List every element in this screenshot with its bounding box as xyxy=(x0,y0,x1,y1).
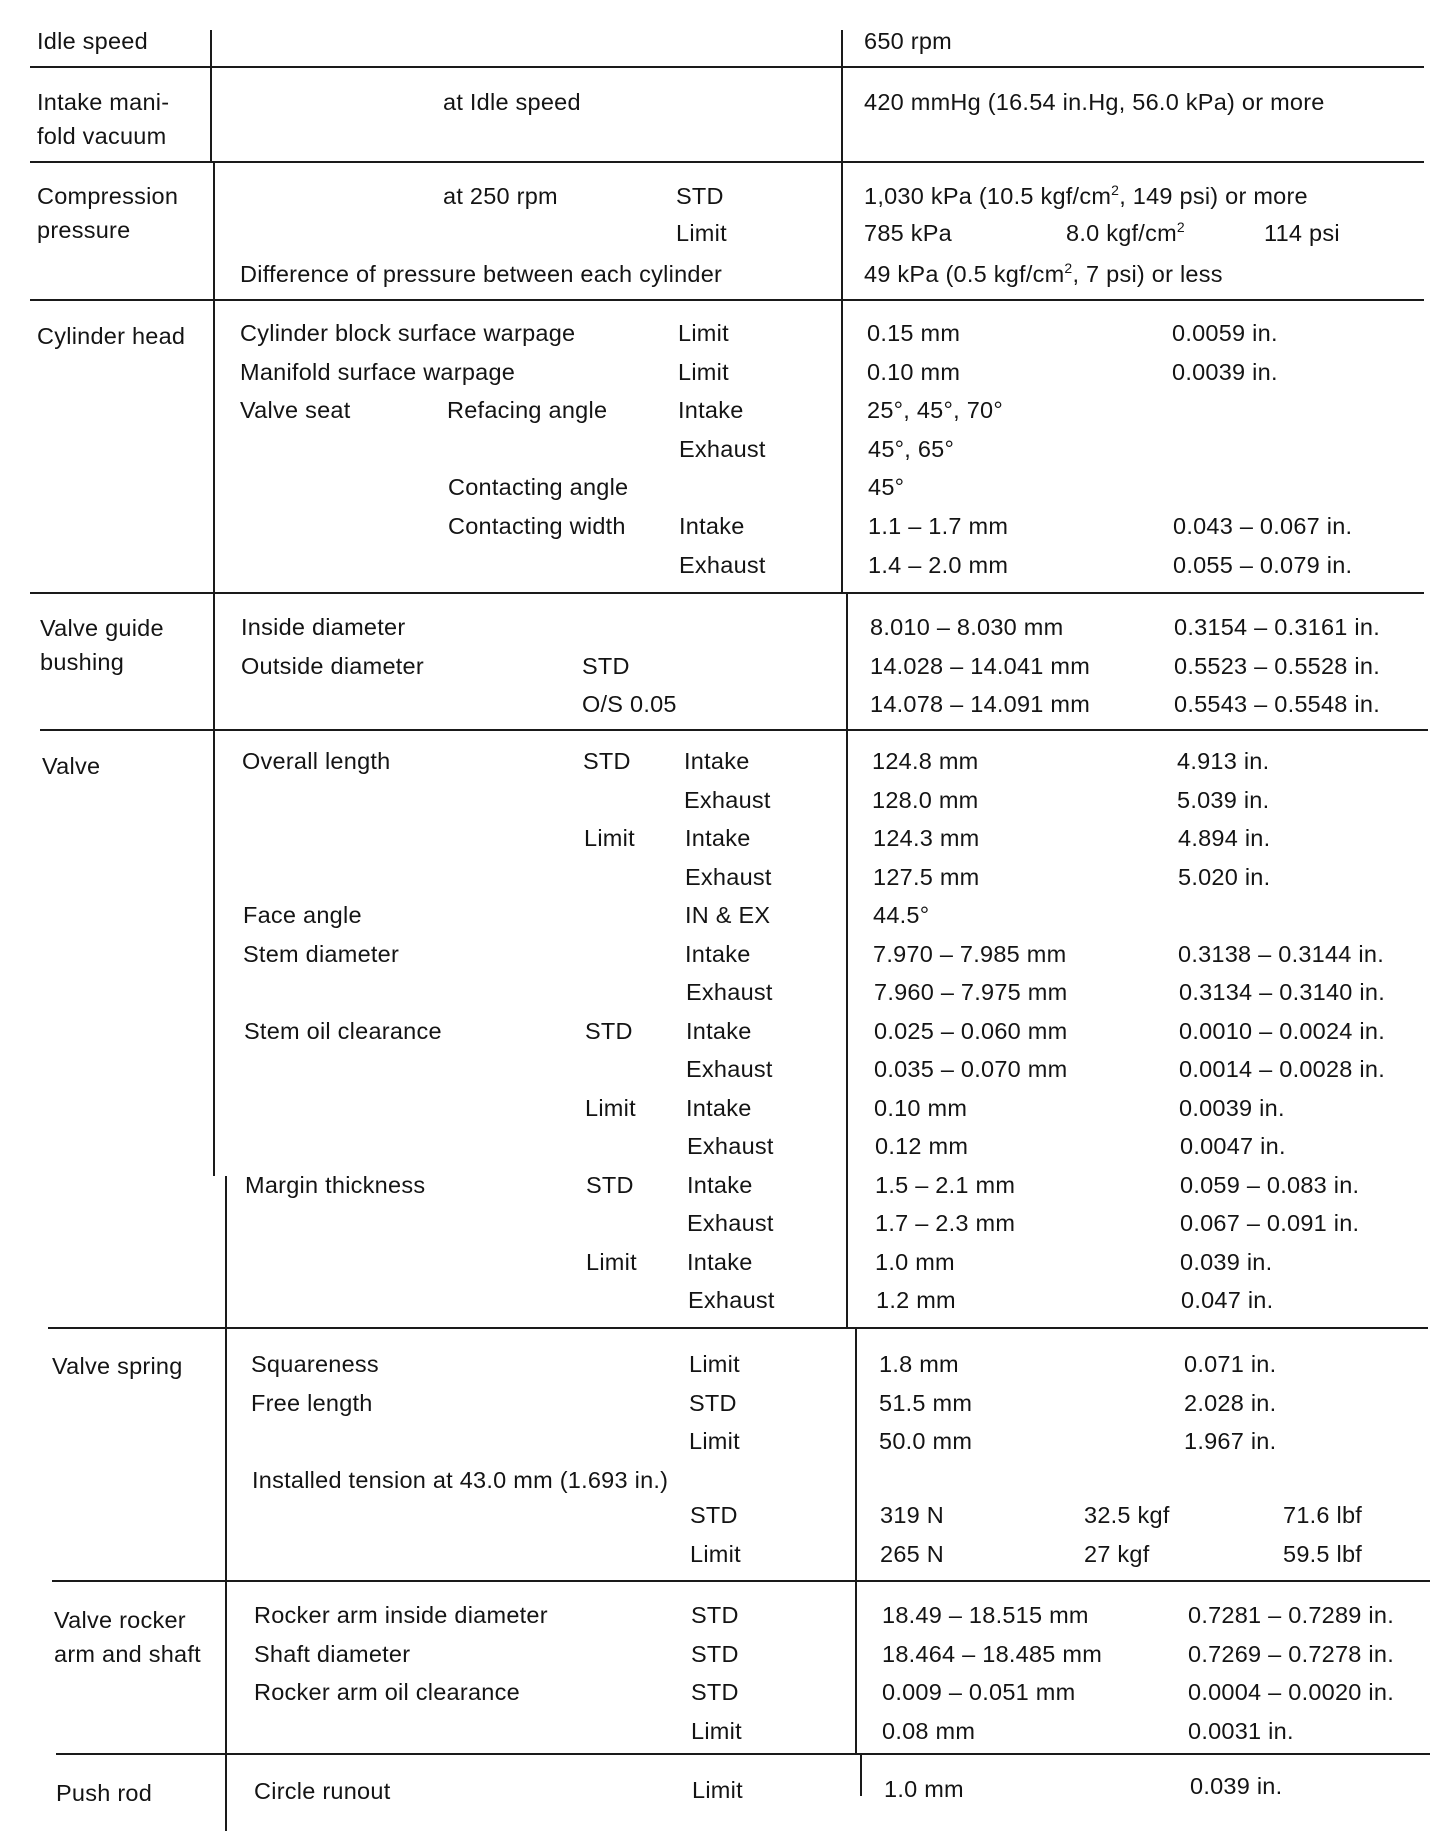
tension-kgf: 32.5 kgf xyxy=(1084,1502,1170,1528)
rule-after-idle xyxy=(30,66,1424,68)
spec-qualifier: Intake xyxy=(679,513,745,539)
vacuum-label-2: fold vacuum xyxy=(37,123,167,149)
push-rod-in: 0.039 in. xyxy=(1190,1773,1283,1799)
spec-item: Shaft diameter xyxy=(254,1641,411,1667)
spec-value-inch: 5.039 in. xyxy=(1177,787,1270,813)
spec-subqualifier: Intake xyxy=(687,1172,753,1198)
spec-value-metric: 1.8 mm xyxy=(879,1351,959,1377)
compression-std-label: STD xyxy=(676,183,724,209)
compression-std-value xyxy=(864,182,1308,210)
spec-value-metric: 0.009 – 0.051 mm xyxy=(882,1679,1076,1705)
rule-after-cylinder-head xyxy=(30,592,1424,594)
spec-value-inch: 0.0010 – 0.0024 in. xyxy=(1179,1018,1385,1044)
col-divider-left xyxy=(213,161,215,1176)
superscript: 2 xyxy=(1176,219,1185,235)
compression-limit-label: Limit xyxy=(676,220,727,246)
spec-subqualifier: Exhaust xyxy=(685,864,772,890)
tension-lbf: 71.6 lbf xyxy=(1283,1502,1363,1528)
spec-qualifier: Limit xyxy=(690,1541,741,1567)
spec-value-metric: 7.960 – 7.975 mm xyxy=(874,979,1068,1005)
spec-subqualifier: Intake xyxy=(684,748,750,774)
spec-item: Outside diameter xyxy=(241,653,424,679)
spec-value-inch: 0.0004 – 0.0020 in. xyxy=(1188,1679,1394,1705)
rule-after-spring xyxy=(52,1580,1430,1582)
spec-subitem: Contacting angle xyxy=(448,474,629,500)
spec-value-metric: 1.4 – 2.0 mm xyxy=(868,552,1009,578)
spec-qualifier: Limit xyxy=(678,359,729,385)
spec-value-metric: 45°, 65° xyxy=(868,436,955,462)
spec-value-inch: 4.913 in. xyxy=(1177,748,1270,774)
spec-value-inch: 5.020 in. xyxy=(1178,864,1271,890)
col-divider-right xyxy=(860,1753,862,1796)
spec-value-metric: 0.12 mm xyxy=(875,1133,969,1159)
compression-diff-value xyxy=(864,260,1223,288)
spec-value-metric: 0.08 mm xyxy=(882,1718,976,1744)
spec-value-inch: 0.0014 – 0.0028 in. xyxy=(1179,1056,1385,1082)
spec-subqualifier: Intake xyxy=(687,1249,753,1275)
spec-value-inch: 0.7269 – 0.7278 in. xyxy=(1188,1641,1394,1667)
cylinder-head-label: Cylinder head xyxy=(37,323,186,349)
spec-value-inch: 0.5523 – 0.5528 in. xyxy=(1174,653,1380,679)
spec-value-inch: 0.5543 – 0.5548 in. xyxy=(1174,691,1380,717)
rule-after-compression xyxy=(30,299,1424,301)
tension-kgf: 27 kgf xyxy=(1084,1541,1150,1567)
spec-qualifier: Exhaust xyxy=(679,552,766,578)
spec-value-metric: 45° xyxy=(868,474,905,500)
compression-std-value-b: , 149 psi) or more xyxy=(1119,183,1308,209)
spec-item: Overall length xyxy=(242,748,391,774)
tension-newton: 265 N xyxy=(880,1541,944,1567)
spec-value-inch: 4.894 in. xyxy=(1178,825,1271,851)
spec-qualifier: STD xyxy=(691,1641,739,1667)
rule-after-rocker xyxy=(56,1753,1430,1755)
superscript: 2 xyxy=(1064,260,1073,276)
spec-value-metric: 124.8 mm xyxy=(872,748,979,774)
spec-value-metric: 8.010 – 8.030 mm xyxy=(870,614,1064,640)
spec-subqualifier: Exhaust xyxy=(684,787,771,813)
spec-value-inch: 0.055 – 0.079 in. xyxy=(1173,552,1353,578)
spec-qualifier: STD xyxy=(689,1390,737,1416)
col-divider-left xyxy=(210,30,212,161)
valve-label: Valve xyxy=(42,753,101,779)
compression-label-1: Compression xyxy=(37,183,179,209)
spec-value-metric: 128.0 mm xyxy=(872,787,979,813)
spec-qualifier: Limit xyxy=(689,1351,740,1377)
spec-item: Face angle xyxy=(243,902,362,928)
spec-subqualifier: IN & EX xyxy=(685,902,771,928)
spec-value-metric: 14.078 – 14.091 mm xyxy=(870,691,1091,717)
spec-value-inch: 0.3134 – 0.3140 in. xyxy=(1179,979,1385,1005)
rule-after-guide xyxy=(40,729,1428,731)
spec-qualifier: STD xyxy=(691,1602,739,1628)
spec-subqualifier: Intake xyxy=(686,1018,752,1044)
spec-subqualifier: Intake xyxy=(685,941,751,967)
spec-value-metric: 127.5 mm xyxy=(873,864,980,890)
spec-value-inch: 0.0031 in. xyxy=(1188,1718,1294,1744)
spec-value-inch: 0.043 – 0.067 in. xyxy=(1173,513,1353,539)
spec-item: Margin thickness xyxy=(245,1172,426,1198)
compression-condition: at 250 rpm xyxy=(443,183,558,209)
spec-value-metric: 0.10 mm xyxy=(874,1095,968,1121)
tension-newton: 319 N xyxy=(880,1502,944,1528)
compression-label-2: pressure xyxy=(37,217,131,243)
spec-value-metric: 25°, 45°, 70° xyxy=(867,397,1003,423)
spec-qualifier: STD xyxy=(691,1679,739,1705)
spec-value-metric: 0.025 – 0.060 mm xyxy=(874,1018,1068,1044)
spec-value-inch: 0.047 in. xyxy=(1181,1287,1274,1313)
spec-value-inch: 0.059 – 0.083 in. xyxy=(1180,1172,1360,1198)
valve-guide-label-1: Valve guide xyxy=(40,615,164,641)
compression-diff-value-a: 49 kPa (0.5 kgf/cm xyxy=(864,261,1065,287)
spec-value-inch: 1.967 in. xyxy=(1184,1428,1277,1454)
spec-qualifier: Exhaust xyxy=(679,436,766,462)
vacuum-value: 420 mmHg (16.54 in.Hg, 56.0 kPa) or more xyxy=(864,89,1325,115)
spec-item: Inside diameter xyxy=(241,614,406,640)
spec-qualifier: Intake xyxy=(678,397,744,423)
spec-value-metric: 1.0 mm xyxy=(875,1249,955,1275)
spec-qualifier: STD xyxy=(690,1502,738,1528)
spec-item: Cylinder block surface warpage xyxy=(240,320,576,346)
spec-value-metric: 7.970 – 7.985 mm xyxy=(873,941,1067,967)
spec-qualifier: Limit xyxy=(678,320,729,346)
compression-limit-psi: 114 psi xyxy=(1264,220,1340,246)
spec-value-inch: 2.028 in. xyxy=(1184,1390,1277,1416)
compression-limit-kgf-text: 8.0 kgf/cm xyxy=(1066,220,1177,246)
col-divider-right xyxy=(846,592,848,1327)
spec-value-metric: 50.0 mm xyxy=(879,1428,973,1454)
compression-limit-kpa: 785 kPa xyxy=(864,220,952,246)
spec-value-metric: 1.7 – 2.3 mm xyxy=(875,1210,1016,1236)
spec-qualifier: STD xyxy=(586,1172,634,1198)
spec-value-metric: 0.15 mm xyxy=(867,320,961,346)
spec-subqualifier: Exhaust xyxy=(687,1210,774,1236)
spec-qualifier: STD xyxy=(583,748,631,774)
rocker-label-1: Valve rocker xyxy=(54,1607,186,1633)
push-rod-limit: Limit xyxy=(692,1777,743,1803)
col-divider-right xyxy=(855,1327,857,1753)
rule-after-valve xyxy=(48,1327,1428,1329)
spec-qualifier: Limit xyxy=(689,1428,740,1454)
spec-qualifier: Limit xyxy=(691,1718,742,1744)
spec-value-inch: 0.0039 in. xyxy=(1179,1095,1285,1121)
spec-item: Rocker arm inside diameter xyxy=(254,1602,548,1628)
valve-spring-label: Valve spring xyxy=(52,1353,183,1379)
spec-item: Squareness xyxy=(251,1351,379,1377)
spec-value-metric: 1.5 – 2.1 mm xyxy=(875,1172,1016,1198)
tension-lbf: 59.5 lbf xyxy=(1283,1541,1363,1567)
spec-value-metric: 124.3 mm xyxy=(873,825,980,851)
spec-qualifier: STD xyxy=(585,1018,633,1044)
rocker-label-2: arm and shaft xyxy=(54,1641,201,1667)
spec-value-metric: 51.5 mm xyxy=(879,1390,973,1416)
spec-subitem: Contacting width xyxy=(448,513,626,539)
spec-value-inch: 0.3154 – 0.3161 in. xyxy=(1174,614,1380,640)
spec-item: Rocker arm oil clearance xyxy=(254,1679,520,1705)
spec-item: Stem diameter xyxy=(243,941,400,967)
spec-value-metric: 0.10 mm xyxy=(867,359,961,385)
spec-subqualifier: Intake xyxy=(685,825,751,851)
spec-subqualifier: Exhaust xyxy=(687,1133,774,1159)
spec-value-metric: 0.035 – 0.070 mm xyxy=(874,1056,1068,1082)
spec-value-inch: 0.7281 – 0.7289 in. xyxy=(1188,1602,1394,1628)
idle-speed-label: Idle speed xyxy=(37,28,148,54)
spec-qualifier: Limit xyxy=(584,825,635,851)
vacuum-label-1: Intake mani- xyxy=(37,89,170,115)
idle-speed-value: 650 rpm xyxy=(864,28,952,54)
spec-value-metric: 14.028 – 14.041 mm xyxy=(870,653,1091,679)
spec-item: Manifold surface warpage xyxy=(240,359,516,385)
spec-value-inch: 0.039 in. xyxy=(1180,1249,1273,1275)
col-divider-left xyxy=(225,1176,227,1831)
spec-value-inch: 0.3138 – 0.3144 in. xyxy=(1178,941,1384,967)
spec-value-inch: 0.067 – 0.091 in. xyxy=(1180,1210,1360,1236)
superscript: 2 xyxy=(1111,182,1120,198)
spec-value-metric: 1.2 mm xyxy=(876,1287,956,1313)
spec-subqualifier: Exhaust xyxy=(686,979,773,1005)
spec-subitem: Refacing angle xyxy=(447,397,608,423)
spec-qualifier: Limit xyxy=(586,1249,637,1275)
compression-std-value-a: 1,030 kPa (10.5 kgf/cm xyxy=(864,183,1112,209)
spec-value-inch: 0.0047 in. xyxy=(1180,1133,1286,1159)
spec-qualifier: STD xyxy=(582,653,630,679)
spec-qualifier: Limit xyxy=(585,1095,636,1121)
spec-subqualifier: Exhaust xyxy=(686,1056,773,1082)
valve-guide-label-2: bushing xyxy=(40,649,125,675)
spec-item: Valve seat xyxy=(240,397,351,423)
col-divider-right xyxy=(841,30,843,592)
vacuum-condition: at Idle speed xyxy=(443,89,581,115)
spec-value-inch: 0.071 in. xyxy=(1184,1351,1277,1377)
compression-diff-label: Difference of pressure between each cylinder xyxy=(240,261,723,287)
spec-subqualifier: Exhaust xyxy=(688,1287,775,1313)
rule-after-vacuum xyxy=(30,161,1424,163)
spec-value-metric: 18.464 – 18.485 mm xyxy=(882,1641,1103,1667)
spec-item: Stem oil clearance xyxy=(244,1018,442,1044)
compression-diff-value-b: , 7 psi) or less xyxy=(1072,261,1223,287)
spec-value-metric: 44.5° xyxy=(873,902,930,928)
spec-qualifier: O/S 0.05 xyxy=(582,691,677,717)
push-rod-label: Push rod xyxy=(56,1780,153,1806)
compression-limit-kgf xyxy=(1066,219,1185,247)
spec-subqualifier: Intake xyxy=(686,1095,752,1121)
tension-label: Installed tension at 43.0 mm (1.693 in.) xyxy=(252,1467,669,1493)
push-rod-mm: 1.0 mm xyxy=(884,1776,964,1802)
spec-value-metric: 1.1 – 1.7 mm xyxy=(868,513,1009,539)
spec-value-inch: 0.0059 in. xyxy=(1172,320,1278,346)
spec-value-metric: 18.49 – 18.515 mm xyxy=(882,1602,1089,1628)
spec-item: Free length xyxy=(251,1390,373,1416)
spec-value-inch: 0.0039 in. xyxy=(1172,359,1278,385)
push-rod-item: Circle runout xyxy=(254,1778,391,1804)
